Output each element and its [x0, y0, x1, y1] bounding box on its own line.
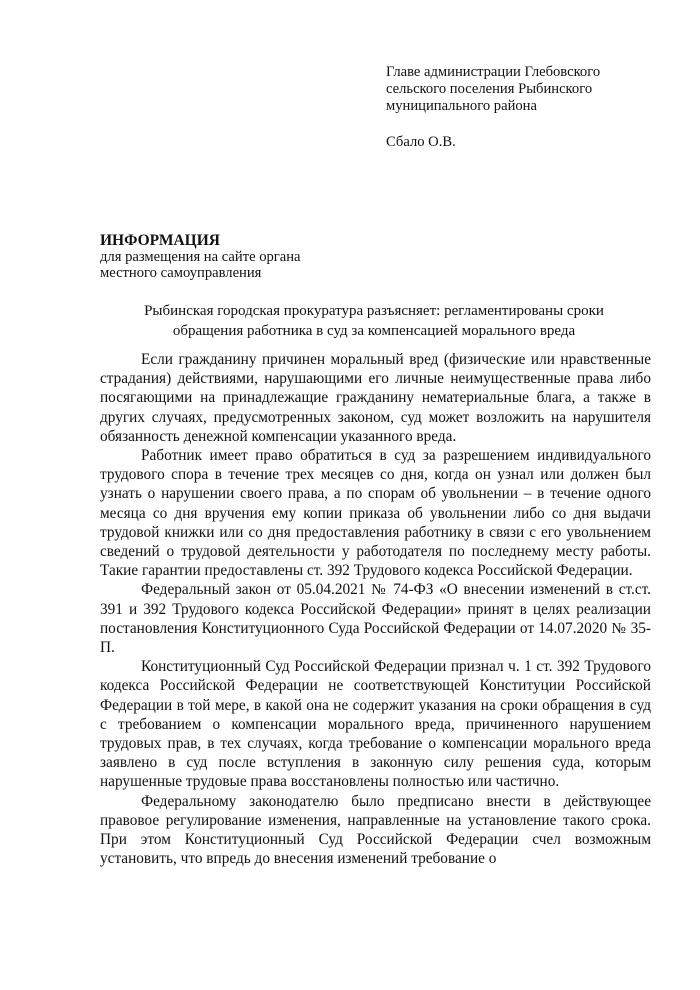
body-paragraph: Если гражданину причинен моральный вред (физические или нравственные страдания) действиями, нарушающими его личные неимущественные права либо посягающими на принадлежащие гражданину нематериальные блага, а также в других случаях, предусмотренных законом, суд может возложить на нарушителя обязанность денежной компенсации указанного вреда.	[100, 351, 651, 445]
addressee-block	[386, 64, 686, 151]
info-block	[100, 232, 420, 281]
heading-line: Рыбинская городская прокуратура разъясняет: регламентированы сроки	[144, 303, 604, 319]
addressee-name: Сбало О.В.	[386, 134, 456, 150]
document-heading	[100, 301, 648, 341]
body-paragraph: Работник имеет право обратиться в суд за разрешением индивидуального трудового спора в течение трех месяцев со дня, когда он узнал или должен был узнать о нарушении своего права, а по спорам об увольнении – в течение одного месяца со дня вручения ему копии приказа об увольнении либо со дня выдачи трудовой книжки или со дня предоставления работнику в связи с его увольнением сведений о трудовой деятельности у работодателя по последнему месту работы. Такие гарантии предоставлены ст. 392 Трудового кодекса Российской Федерации.	[100, 447, 651, 580]
body-paragraph: Конституционный Суд Российской Федерации признал ч. 1 ст. 392 Трудового кодекса Российской Федерации не соответствующей Конституции Российской Федерации в той мере, в какой она не содержит указания на сроки обращения в суд с требованием о компенсации морального вреда, причиненного нарушением трудовых прав, в тех случаях, когда требование о компенсации морального вреда заявлено в суд после вступления в законную силу решения суда, которым нарушенные трудовые права восстановлены полностью или частично.	[100, 658, 651, 791]
info-subtitle-line: для размещения на сайте органа	[100, 249, 301, 265]
body-paragraph: Федеральному законодателю было предписано внести в действующее правовое регулирование изменения, направленные на установление такого срока. При этом Конституционный Суд Российской Федерации счел возможным установить, что впредь до внесения изменений требование о	[100, 792, 651, 868]
body-paragraph: Федеральный закон от 05.04.2021 № 74-ФЗ «О внесении изменений в ст.ст. 391 и 392 Трудового кодекса Российской Федерации» принят в целях реализации постановления Конституционного Суда Российской Федерации от 14.07.2020 № 35-П.	[100, 581, 651, 657]
addressee-line: сельского поселения Рыбинского	[386, 81, 593, 97]
addressee-line: Главе администрации Глебовского	[386, 64, 601, 80]
document-body	[100, 350, 651, 868]
heading-line: обращения работника в суд за компенсацией морального вреда	[172, 323, 576, 339]
addressee-line: муниципального района	[386, 98, 537, 114]
info-subtitle-line: местного самоуправления	[100, 265, 262, 281]
info-title: ИНФОРМАЦИЯ	[100, 232, 220, 249]
